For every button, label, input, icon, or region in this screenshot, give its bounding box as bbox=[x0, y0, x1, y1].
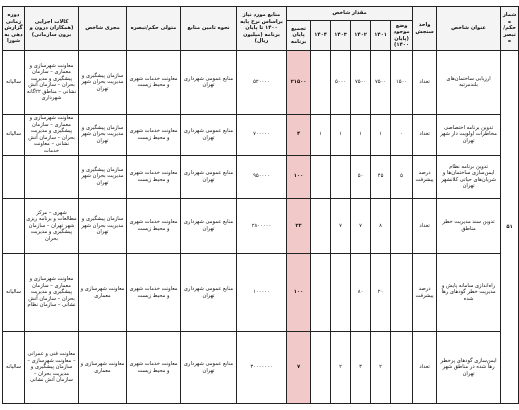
partner-agencies bbox=[25, 155, 79, 198]
indicator-executor: سازمان پیشگیری و مدیریت بحران شهر تهران bbox=[79, 155, 127, 198]
year-1404-value bbox=[311, 51, 331, 115]
year-1401-value: ۱ bbox=[371, 114, 391, 155]
year-1404-value bbox=[311, 332, 331, 404]
total-value: ۲۲ bbox=[287, 198, 311, 253]
indicator-unit: تعداد bbox=[413, 51, 437, 115]
indicator-title: راه‌اندازی سامانه پایش و مدیریت خطر گودهای رها شده bbox=[437, 254, 501, 332]
indicator-title: تدوین برنامه اختصاصی مخاطرات اولویت دار شهر تهران bbox=[437, 114, 501, 155]
header-ruling: متولی حکم/تبصره bbox=[127, 7, 181, 51]
header-indicator-title: عنوان شاخص bbox=[437, 7, 501, 51]
indicator-executor: معاونت شهرسازی و معماری bbox=[79, 254, 127, 332]
table-row bbox=[3, 254, 519, 332]
table-row bbox=[3, 114, 519, 155]
resources-value: ۵۲۰۰۰۰ bbox=[237, 51, 287, 115]
header-year-1401: ۱۴۰۱ bbox=[371, 21, 391, 51]
current-status-value: ۰ bbox=[391, 114, 413, 155]
indicator-executor: سازمان پیشگیری و مدیریت بحران شهر تهران bbox=[79, 198, 127, 253]
table-row bbox=[3, 332, 519, 404]
indicator-executor: معاونت شهرسازی و معماری bbox=[79, 332, 127, 404]
ruling-authority: معاونت خدمات شهری و محیط زیست bbox=[127, 254, 181, 332]
ruling-authority: معاونت خدمات شهری و محیط زیست bbox=[127, 51, 181, 115]
indicator-title: تدوین سند مدیریت خطر مناطق bbox=[437, 198, 501, 253]
indicator-title: ارزیابی ساختمان‌های بلندمرتبه bbox=[437, 51, 501, 115]
year-1403-value: ۷ bbox=[331, 198, 351, 253]
year-1401-value: ۷۵۰۰ bbox=[371, 51, 391, 115]
indicator-unit: درصد پیشرفت bbox=[413, 155, 437, 198]
indicator-title: ایمن‌سازی گودهای پرخطر رها شده در مناطق شهر تهران bbox=[437, 332, 501, 404]
year-1402-value: ۱ bbox=[351, 114, 371, 155]
funding-type: منابع عمومی شهرداری تهران bbox=[181, 332, 237, 404]
indicator-executor: سازمان پیشگیری و مدیریت بحران شهر تهران bbox=[79, 51, 127, 115]
ruling-authority: معاونت خدمات شهری و محیط زیست bbox=[127, 332, 181, 404]
header-year-1404: ۱۴۰۴ bbox=[311, 21, 331, 51]
header-current-status: وضع موجود (پایان ۱۴۰۰) bbox=[391, 21, 413, 51]
indicator-unit: درصد پیشرفت bbox=[413, 254, 437, 332]
header-unit: واحد سنجش bbox=[413, 7, 437, 51]
table-row bbox=[3, 51, 519, 115]
header-year-1403: ۱۴۰۳ bbox=[331, 21, 351, 51]
indicator-unit: تعداد bbox=[413, 198, 437, 253]
header-row-number: شماره حکم/تبصره bbox=[501, 7, 519, 51]
report-period: سالیانه bbox=[3, 114, 25, 155]
year-1404-value bbox=[311, 198, 331, 253]
partner-agencies: معاونت فنی و عمرانی – معاونت شهرسازی – سازمان پیشگیری و مدیریت بحران – سازمان آتش نشانی bbox=[25, 332, 79, 404]
year-1401-value: ۴۵ bbox=[371, 155, 391, 198]
current-status-value: ۱۵۰۰ bbox=[391, 51, 413, 115]
indicator-title: تدوین برنامه نظام ایمن‌سازی ساختمان‌ها و شریان‌های حیاتی کلانشهر تهران bbox=[437, 155, 501, 198]
year-1403-value: ۱ bbox=[331, 114, 351, 155]
section-number: ۵۱ bbox=[501, 51, 519, 404]
resources-value: ۷۰۰۰۰۰ bbox=[237, 114, 287, 155]
year-1403-value: ۵۰۰۰ bbox=[331, 51, 351, 115]
indicator-executor: سازمان پیشگیری و مدیریت بحران شهر تهران bbox=[79, 114, 127, 155]
ruling-authority: معاونت خدمات شهری و محیط زیست bbox=[127, 198, 181, 253]
year-1404-value bbox=[311, 254, 331, 332]
funding-type: منابع عمومی شهرداری تهران bbox=[181, 51, 237, 115]
year-1401-value: ۲۰ bbox=[371, 254, 391, 332]
year-1401-value: ۸ bbox=[371, 198, 391, 253]
indicator-unit: تعداد bbox=[413, 332, 437, 404]
total-value: ۱۰۰ bbox=[287, 254, 311, 332]
header-funding-type: نحوه تامین منابع bbox=[181, 7, 237, 51]
funding-type: منابع عمومی شهرداری تهران bbox=[181, 114, 237, 155]
year-1402-value: ۳ bbox=[351, 332, 371, 404]
current-status-value bbox=[391, 254, 413, 332]
resources-value: ۲۸۰۰۰۰۰ bbox=[237, 198, 287, 253]
report-period bbox=[3, 155, 25, 198]
funding-type: منابع عمومی شهرداری تهران bbox=[181, 254, 237, 332]
report-period bbox=[3, 198, 25, 253]
year-1404-value bbox=[311, 155, 331, 198]
table-row bbox=[3, 155, 519, 198]
report-period: سالیانه bbox=[3, 254, 25, 332]
partner-agencies: معاونت شهرسازی و معماری – سازمان پیشگیری و مدیریت بحران – سازمان آتش نشانی – سازمان نظام bbox=[25, 254, 79, 332]
header-report-period: دوره زمانی گزارش‌دهی به شورا bbox=[3, 7, 25, 51]
header-year-1402: ۱۴۰۲ bbox=[351, 21, 371, 51]
year-1402-value: ۷ bbox=[351, 198, 371, 253]
header-total: تجمیع پایان برنامه bbox=[287, 21, 311, 51]
header-partners: کالات اجرایی (همکاران درون و برون سازمانی) bbox=[25, 7, 79, 51]
year-1402-value: ۸۰ bbox=[351, 254, 371, 332]
year-1403-value: ۲ bbox=[331, 332, 351, 404]
resources-value: ۱۰۰۰۰۰ bbox=[237, 254, 287, 332]
resources-value: ۹۵۰۰۰۰ bbox=[237, 155, 287, 198]
year-1404-value: ۱ bbox=[311, 114, 331, 155]
funding-type: منابع عمومی شهرداری تهران bbox=[181, 155, 237, 198]
report-period: سالیانه bbox=[3, 332, 25, 404]
ruling-authority: معاونت خدمات شهری و محیط زیست bbox=[127, 114, 181, 155]
partner-agencies: معاونت شهرسازی و معماری – سازمان پیشگیری و مدیریت بحران – سازمان آتش نشانی – مناطق ۲۲گانه شهرداری bbox=[25, 51, 79, 115]
funding-type: منابع عمومی شهرداری تهران bbox=[181, 198, 237, 253]
total-value: ۴ bbox=[287, 114, 311, 155]
header-resources: منابع مورد نیاز براساس نرخ پایه ۱۴۰۰ تا پایان برنامه (میلیون ریال) bbox=[237, 7, 287, 51]
indicator-table bbox=[2, 6, 519, 404]
total-value: ۲۱۵۰۰ bbox=[287, 51, 311, 115]
year-1401-value: ۲ bbox=[371, 332, 391, 404]
total-value: ۱۰۰ bbox=[287, 155, 311, 198]
year-1403-value bbox=[331, 254, 351, 332]
partner-agencies: معاونت شهرسازی و معماری – سازمان پیشگیری و مدیریت بحران – سازمان آتش نشانی – معاونت خدمات bbox=[25, 114, 79, 155]
partner-agencies: شهری – مرکز مطالعات و برنامه ریزی شهر تهران – سازمان پیشگیری و مدیریت بحران bbox=[25, 198, 79, 253]
indicator-unit: تعداد bbox=[413, 114, 437, 155]
current-status-value: ۵ bbox=[391, 155, 413, 198]
header-executor: مجری شاخص bbox=[79, 7, 127, 51]
current-status-value bbox=[391, 332, 413, 404]
report-period: سالیانه bbox=[3, 51, 25, 115]
total-value: ۷ bbox=[287, 332, 311, 404]
header-indicator-amount: مقدار شاخص bbox=[287, 7, 413, 21]
table-row bbox=[3, 198, 519, 253]
current-status-value bbox=[391, 198, 413, 253]
ruling-authority: معاونت خدمات شهری و محیط زیست bbox=[127, 155, 181, 198]
resources-value: ۳۰۰۰۰۰۰۰ bbox=[237, 332, 287, 404]
year-1402-value: ۵۰ bbox=[351, 155, 371, 198]
year-1403-value bbox=[331, 155, 351, 198]
year-1402-value: ۷۵۰۰ bbox=[351, 51, 371, 115]
